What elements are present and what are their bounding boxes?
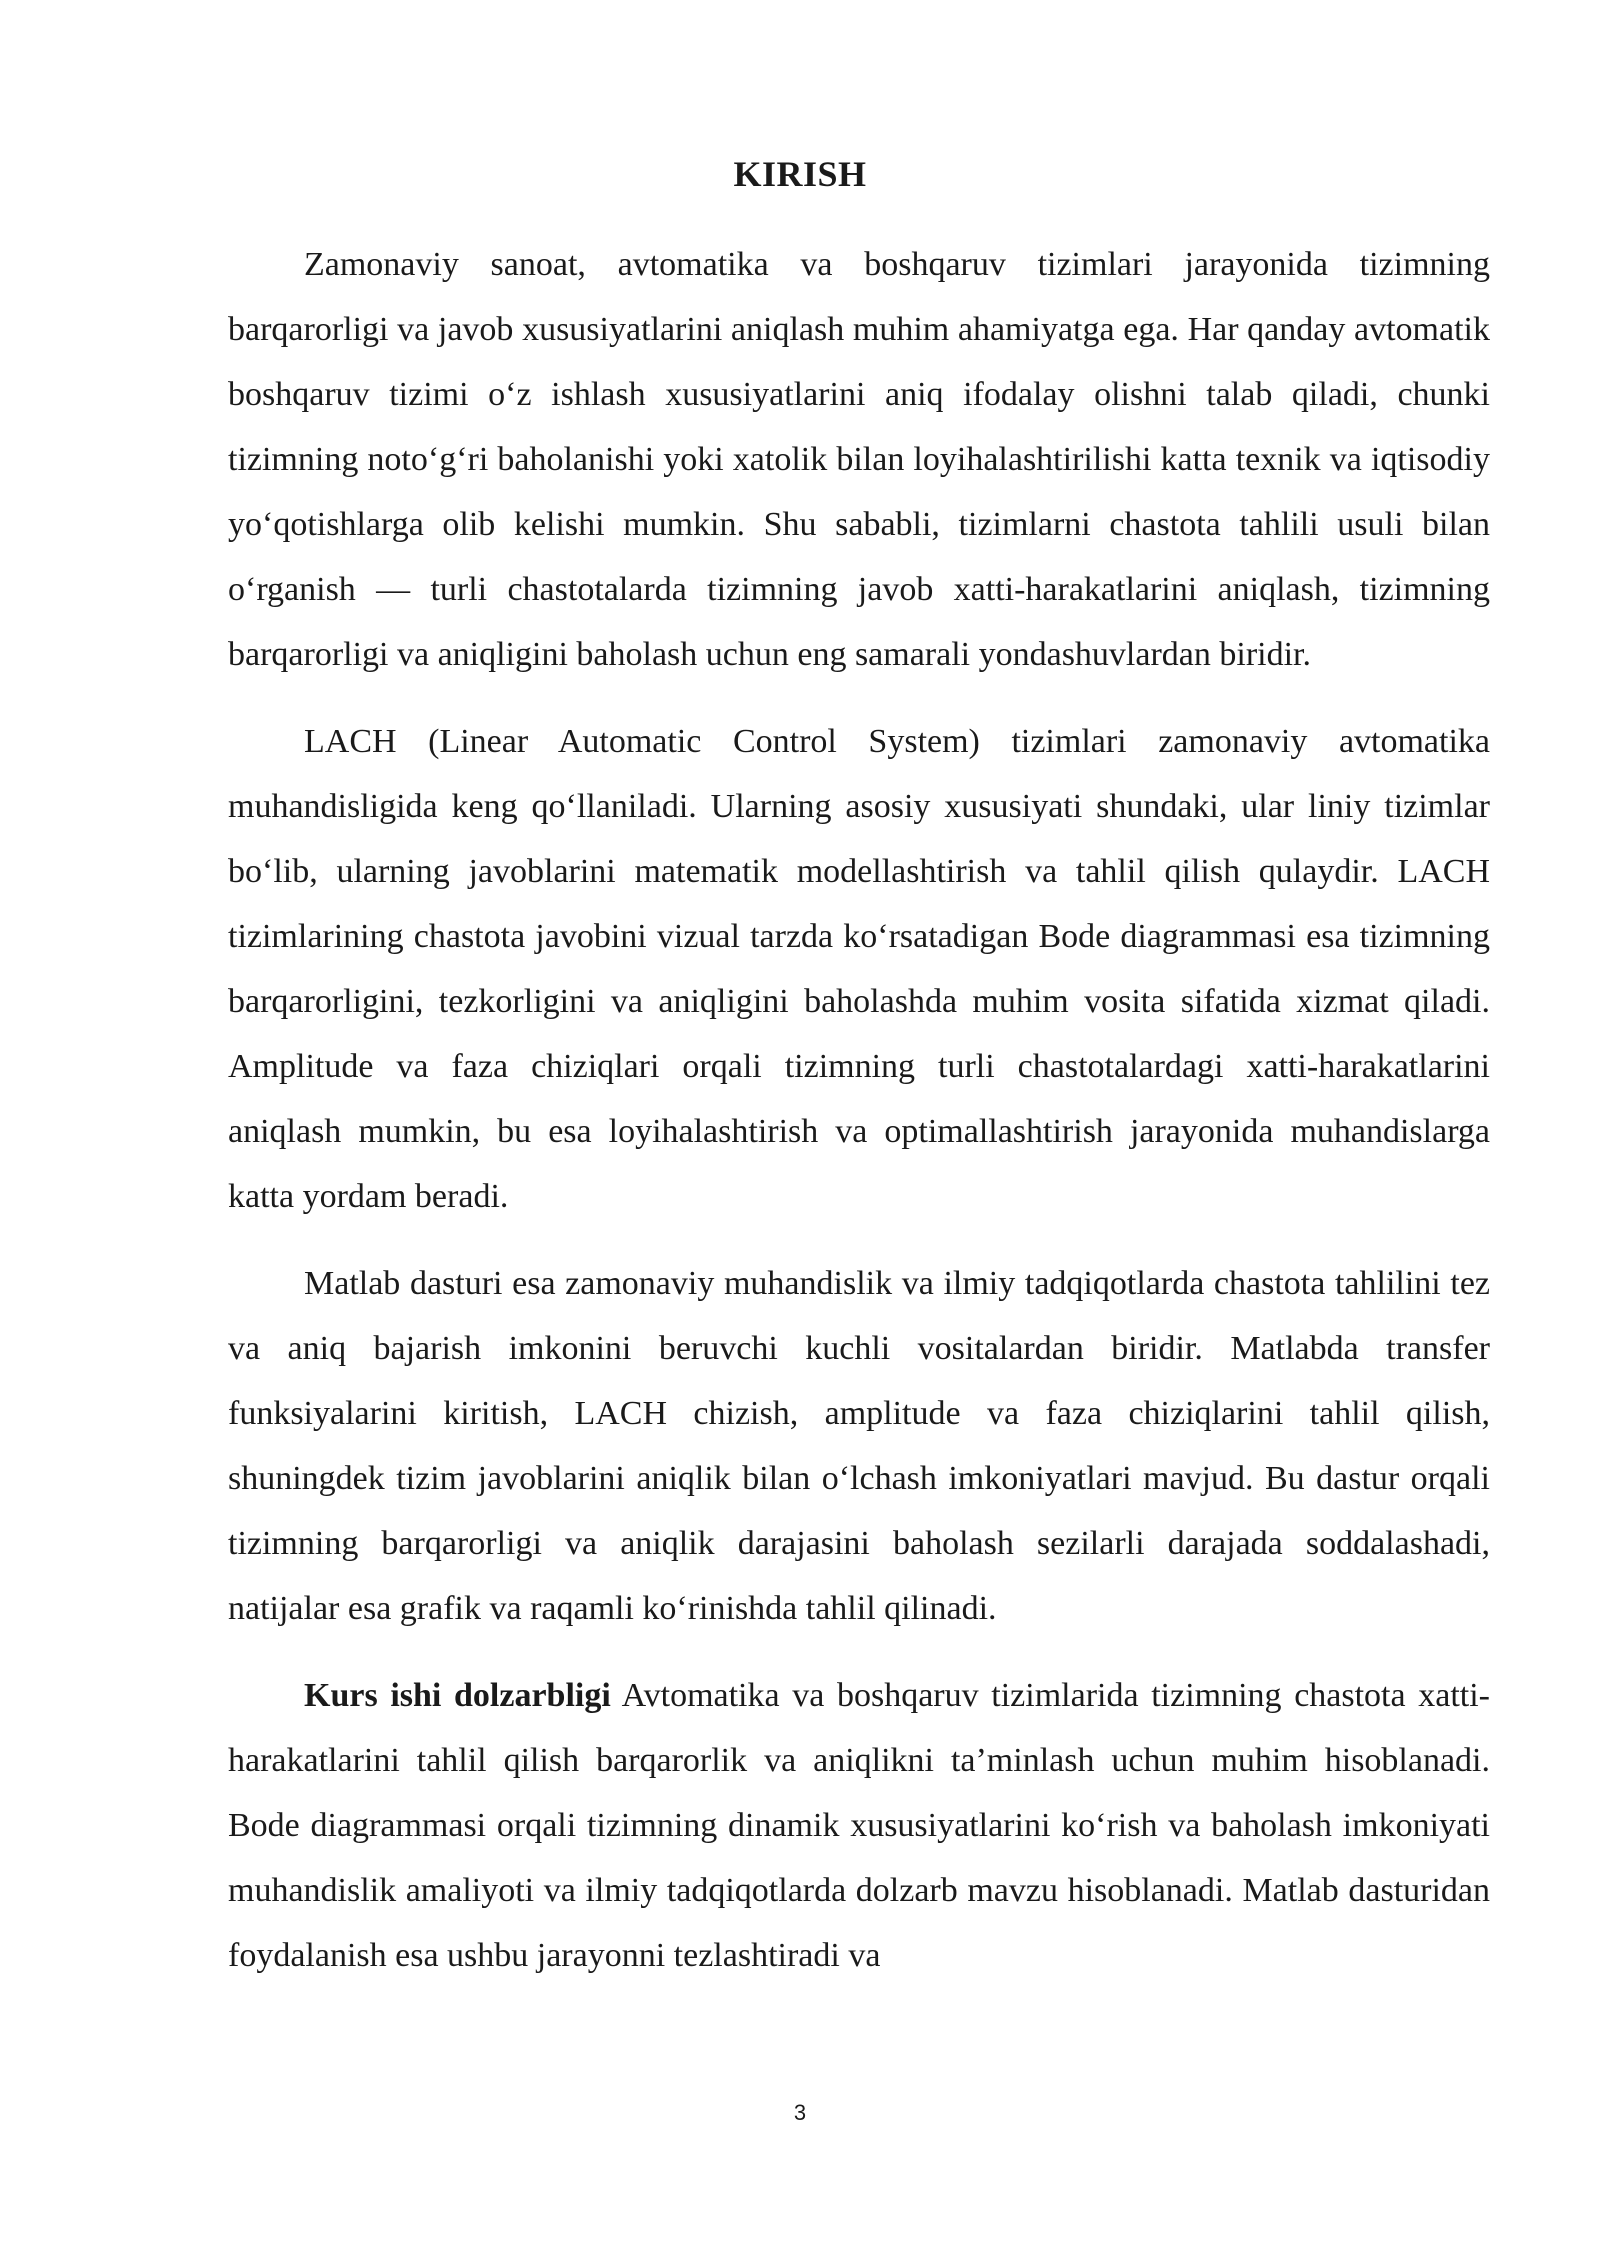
paragraph-relevance — [228, 1663, 1490, 1988]
paragraph-text: Avtomatika va boshqaruv tizimlarida tizimning chastota xatti-harakatlarini tahlil qilish barqarorlik va aniqlikni ta’minlash uchun muhim hisoblanadi. Bode diagrammasi orqali tizimning dinamik xususiyatlarini ko‘rish va baholash imkoniyati muhandislik amaliyoti va ilmiy tadqiqotlarda dolzarb mavzu hisoblanadi. Matlab dasturidan foydalanish esa ushbu jarayonni tezlashtiradi va — [228, 1677, 1490, 1974]
paragraph-text: LACH (Linear Automatic Control System) tizimlari zamonaviy avtomatika muhandisligida keng qo‘llaniladi. Ularning asosiy xususiyati shundaki, ular liniy tizimlar bo‘lib, ularning javoblarini matematik modellashtirish va tahlil qilish qulaydir. LACH tizimlarining chastota javobini vizual tarzda ko‘rsatadigan Bode diagrammasi esa tizimning barqarorligini, tezkorligini va aniqligini baholashda muhim vosita sifatida xizmat qiladi. Amplitude va faza chiziqlari orqali tizimning turli chastotalardagi xatti-harakatlarini aniqlash mumkin, bu esa loyihalashtirish va optimallashtirish jarayonida muhandislarga katta yordam beradi. — [228, 723, 1490, 1215]
paragraph-matlab — [228, 1251, 1490, 1641]
page-title: KIRISH — [733, 154, 867, 194]
page-number: 3 — [793, 2100, 807, 2125]
paragraph-introduction — [228, 232, 1490, 687]
paragraph-text: Matlab dasturi esa zamonaviy muhandislik va ilmiy tadqiqotlarda chastota tahlilini tez va aniq bajarish imkonini beruvchi kuchli vositalardan biridir. Matlabda transfer funksiyalarini kiritish, LACH chizish, amplitude va faza chiziqlarini tahlil qilish, shuningdek tizim javoblarini aniqlik bilan o‘lchash imkoniyatlari mavjud. Bu dastur orqali tizimning barqarorligi va aniqlik darajasini baholash sezilarli darajada soddalashadi, natijalar esa grafik va raqamli ko‘rinishda tahlil qilinadi. — [228, 1265, 1490, 1627]
document-body — [228, 232, 1490, 2010]
paragraph-text: Zamonaviy sanoat, avtomatika va boshqaruv tizimlari jarayonida tizimning barqarorligi va javob xususiyatlarini aniqlash muhim ahamiyatga ega. Har qanday avtomatik boshqaruv tizimi o‘z ishlash xususiyatlarini aniq ifodalay olishni talab qiladi, chunki tizimning noto‘g‘ri baholanishi yoki xatolik bilan loyihalashtirilishi katta texnik va iqtisodiy yo‘qotishlarga olib kelishi mumkin. Shu sababli, tizimlarni chastota tahlili usuli bilan o‘rganish — turli chastotalarda tizimning javob xatti-harakatlarini aniqlash, tizimning barqarorligi va aniqligini baholash uchun eng samarali yondashuvlardan biridir. — [228, 246, 1490, 673]
paragraph-lach — [228, 709, 1490, 1229]
paragraph-lead-heading: Kurs ishi dolzarbligi — [304, 1677, 611, 1714]
